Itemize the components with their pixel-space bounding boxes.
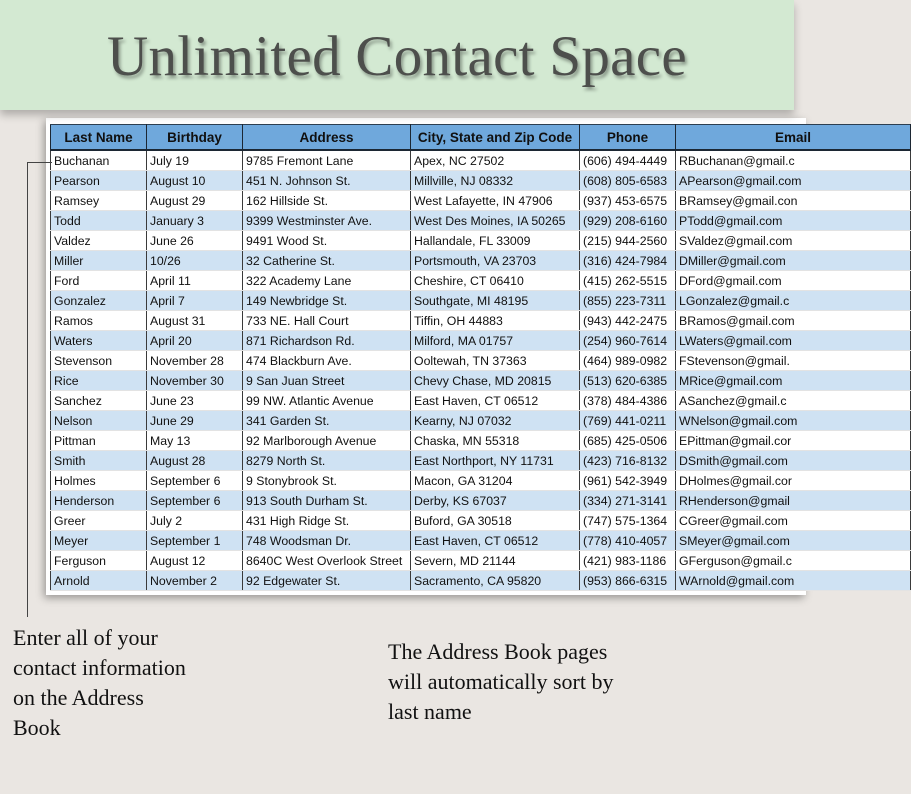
- table-row: [51, 571, 911, 591]
- table-row: [51, 491, 911, 511]
- email-cell[interactable]: WNelson@gmail.com: [676, 411, 911, 431]
- phone-cell[interactable]: (215) 944-2560: [580, 231, 676, 251]
- birthday-cell[interactable]: November 28: [147, 351, 243, 371]
- address-cell[interactable]: 8279 North St.: [243, 451, 411, 471]
- email-cell[interactable]: DFord@gmail.com: [676, 271, 911, 291]
- email-cell[interactable]: BRamsey@gmail.con: [676, 191, 911, 211]
- city-state-zip-cell[interactable]: Kearny, NJ 07032: [411, 411, 580, 431]
- birthday-cell[interactable]: August 12: [147, 551, 243, 571]
- birthday-cell[interactable]: August 29: [147, 191, 243, 211]
- column-header-last-name[interactable]: Last Name: [51, 125, 147, 151]
- table-row: [51, 371, 911, 391]
- birthday-cell[interactable]: September 6: [147, 471, 243, 491]
- address-cell[interactable]: 99 NW. Atlantic Avenue: [243, 391, 411, 411]
- city-state-zip-cell[interactable]: Milford, MA 01757: [411, 331, 580, 351]
- birthday-cell[interactable]: 10/26: [147, 251, 243, 271]
- table-row: [51, 411, 911, 431]
- city-state-zip-cell[interactable]: Ooltewah, TN 37363: [411, 351, 580, 371]
- table-row: [51, 431, 911, 451]
- city-state-zip-cell[interactable]: Cheshire, CT 06410: [411, 271, 580, 291]
- phone-cell[interactable]: (929) 208-6160: [580, 211, 676, 231]
- email-cell[interactable]: SMeyer@gmail.com: [676, 531, 911, 551]
- email-cell[interactable]: GFerguson@gmail.c: [676, 551, 911, 571]
- address-cell[interactable]: 9399 Westminster Ave.: [243, 211, 411, 231]
- phone-cell[interactable]: (608) 805-6583: [580, 171, 676, 191]
- table-row: [51, 391, 911, 411]
- last-name-cell[interactable]: Ford: [51, 271, 147, 291]
- last-name-cell[interactable]: Nelson: [51, 411, 147, 431]
- address-cell[interactable]: 9 Stonybrook St.: [243, 471, 411, 491]
- city-state-zip-cell[interactable]: Portsmouth, VA 23703: [411, 251, 580, 271]
- phone-cell[interactable]: (423) 716-8132: [580, 451, 676, 471]
- email-cell[interactable]: SValdez@gmail.com: [676, 231, 911, 251]
- email-cell[interactable]: DSmith@gmail.com: [676, 451, 911, 471]
- last-name-cell[interactable]: Todd: [51, 211, 147, 231]
- email-cell[interactable]: PTodd@gmail.com: [676, 211, 911, 231]
- callout-line: [27, 162, 28, 617]
- city-state-zip-cell[interactable]: Tiffin, OH 44883: [411, 311, 580, 331]
- last-name-cell[interactable]: Rice: [51, 371, 147, 391]
- city-state-zip-cell[interactable]: Buford, GA 30518: [411, 511, 580, 531]
- last-name-cell[interactable]: Greer: [51, 511, 147, 531]
- birthday-cell[interactable]: April 20: [147, 331, 243, 351]
- phone-cell[interactable]: (606) 494-4449: [580, 150, 676, 171]
- email-cell[interactable]: EPittman@gmail.cor: [676, 431, 911, 451]
- table-row: [51, 451, 911, 471]
- table-header-row: [51, 125, 911, 151]
- phone-cell[interactable]: (747) 575-1364: [580, 511, 676, 531]
- birthday-cell[interactable]: July 2: [147, 511, 243, 531]
- email-cell[interactable]: ASanchez@gmail.c: [676, 391, 911, 411]
- table-row: [51, 191, 911, 211]
- column-header-city-state-zip[interactable]: City, State and Zip Code: [411, 125, 580, 151]
- birthday-cell[interactable]: August 31: [147, 311, 243, 331]
- city-state-zip-cell[interactable]: Sacramento, CA 95820: [411, 571, 580, 591]
- city-state-zip-cell[interactable]: Severn, MD 21144: [411, 551, 580, 571]
- last-name-cell[interactable]: Arnold: [51, 571, 147, 591]
- birthday-cell[interactable]: April 11: [147, 271, 243, 291]
- address-cell[interactable]: 8640C West Overlook Street: [243, 551, 411, 571]
- birthday-cell[interactable]: September 6: [147, 491, 243, 511]
- last-name-cell[interactable]: Holmes: [51, 471, 147, 491]
- table-row: [51, 511, 911, 531]
- address-cell[interactable]: 913 South Durham St.: [243, 491, 411, 511]
- phone-cell[interactable]: (254) 960-7614: [580, 331, 676, 351]
- city-state-zip-cell[interactable]: Southgate, MI 48195: [411, 291, 580, 311]
- birthday-cell[interactable]: January 3: [147, 211, 243, 231]
- birthday-cell[interactable]: July 19: [147, 150, 243, 171]
- birthday-cell[interactable]: August 28: [147, 451, 243, 471]
- city-state-zip-cell[interactable]: Millville, NJ 08332: [411, 171, 580, 191]
- email-cell[interactable]: WArnold@gmail.com: [676, 571, 911, 591]
- phone-cell[interactable]: (316) 424-7984: [580, 251, 676, 271]
- last-name-cell[interactable]: Sanchez: [51, 391, 147, 411]
- email-cell[interactable]: BRamos@gmail.com: [676, 311, 911, 331]
- last-name-cell[interactable]: Pearson: [51, 171, 147, 191]
- table-row: [51, 150, 911, 171]
- table-row: [51, 331, 911, 351]
- table-row: [51, 551, 911, 571]
- city-state-zip-cell[interactable]: Hallandale, FL 33009: [411, 231, 580, 251]
- city-state-zip-cell[interactable]: East Northport, NY 11731: [411, 451, 580, 471]
- last-name-cell[interactable]: Gonzalez: [51, 291, 147, 311]
- birthday-cell[interactable]: May 13: [147, 431, 243, 451]
- email-cell[interactable]: RBuchanan@gmail.c: [676, 150, 911, 171]
- instruction-note-right: The Address Book pages will automatically sort by last name: [388, 639, 614, 724]
- email-cell[interactable]: FStevenson@gmail.: [676, 351, 911, 371]
- birthday-cell[interactable]: August 10: [147, 171, 243, 191]
- birthday-cell[interactable]: September 1: [147, 531, 243, 551]
- table-row: [51, 211, 911, 231]
- title-banner: [0, 0, 794, 110]
- address-cell[interactable]: 733 NE. Hall Court: [243, 311, 411, 331]
- address-book-sheet: [46, 118, 812, 595]
- last-name-cell[interactable]: Valdez: [51, 231, 147, 251]
- city-state-zip-cell[interactable]: Chaska, MN 55318: [411, 431, 580, 451]
- phone-cell[interactable]: (769) 441-0211: [580, 411, 676, 431]
- phone-cell[interactable]: (943) 442-2475: [580, 311, 676, 331]
- phone-cell[interactable]: (961) 542-3949: [580, 471, 676, 491]
- phone-cell[interactable]: (953) 866-6315: [580, 571, 676, 591]
- birthday-cell[interactable]: June 23: [147, 391, 243, 411]
- phone-cell[interactable]: (513) 620-6385: [580, 371, 676, 391]
- email-cell[interactable]: MRice@gmail.com: [676, 371, 911, 391]
- last-name-cell[interactable]: Ramsey: [51, 191, 147, 211]
- city-state-zip-cell[interactable]: West Des Moines, IA 50265: [411, 211, 580, 231]
- table-row: [51, 171, 911, 191]
- email-cell[interactable]: APearson@gmail.com: [676, 171, 911, 191]
- address-cell[interactable]: 431 High Ridge St.: [243, 511, 411, 531]
- birthday-cell[interactable]: June 29: [147, 411, 243, 431]
- last-name-cell[interactable]: Ferguson: [51, 551, 147, 571]
- column-header-birthday[interactable]: Birthday: [147, 125, 243, 151]
- table-row: [51, 311, 911, 331]
- birthday-cell[interactable]: November 2: [147, 571, 243, 591]
- email-cell[interactable]: LWaters@gmail.com: [676, 331, 911, 351]
- city-state-zip-cell[interactable]: West Lafayette, IN 47906: [411, 191, 580, 211]
- last-name-cell[interactable]: Ramos: [51, 311, 147, 331]
- last-name-cell[interactable]: Smith: [51, 451, 147, 471]
- address-cell[interactable]: 92 Edgewater St.: [243, 571, 411, 591]
- table-row: [51, 291, 911, 311]
- contacts-table: [50, 124, 911, 591]
- email-cell[interactable]: RHenderson@gmail: [676, 491, 911, 511]
- address-cell[interactable]: 92 Marlborough Avenue: [243, 431, 411, 451]
- city-state-zip-cell[interactable]: East Haven, CT 06512: [411, 391, 580, 411]
- address-cell[interactable]: 9491 Wood St.: [243, 231, 411, 251]
- address-cell[interactable]: 451 N. Johnson St.: [243, 171, 411, 191]
- email-cell[interactable]: CGreer@gmail.com: [676, 511, 911, 531]
- column-header-email[interactable]: Email: [676, 125, 911, 151]
- address-cell[interactable]: 9785 Fremont Lane: [243, 150, 411, 171]
- city-state-zip-cell[interactable]: Macon, GA 31204: [411, 471, 580, 491]
- last-name-cell[interactable]: Stevenson: [51, 351, 147, 371]
- table-row: [51, 231, 911, 251]
- birthday-cell[interactable]: April 7: [147, 291, 243, 311]
- column-header-address[interactable]: Address: [243, 125, 411, 151]
- last-name-cell[interactable]: Buchanan: [51, 150, 147, 171]
- address-cell[interactable]: 162 Hillside St.: [243, 191, 411, 211]
- phone-cell[interactable]: (464) 989-0982: [580, 351, 676, 371]
- birthday-cell[interactable]: November 30: [147, 371, 243, 391]
- address-cell[interactable]: 474 Blackburn Ave.: [243, 351, 411, 371]
- last-name-cell[interactable]: Miller: [51, 251, 147, 271]
- address-cell[interactable]: 9 San Juan Street: [243, 371, 411, 391]
- last-name-cell[interactable]: Henderson: [51, 491, 147, 511]
- last-name-cell[interactable]: Pittman: [51, 431, 147, 451]
- table-row: [51, 471, 911, 491]
- email-cell[interactable]: DHolmes@gmail.cor: [676, 471, 911, 491]
- address-cell[interactable]: 748 Woodsman Dr.: [243, 531, 411, 551]
- phone-cell[interactable]: (334) 271-3141: [580, 491, 676, 511]
- address-cell[interactable]: 149 Newbridge St.: [243, 291, 411, 311]
- last-name-cell[interactable]: Waters: [51, 331, 147, 351]
- callout-line-horizontal: [27, 162, 52, 163]
- table-row: [51, 271, 911, 291]
- email-cell[interactable]: LGonzalez@gmail.c: [676, 291, 911, 311]
- city-state-zip-cell[interactable]: East Haven, CT 06512: [411, 531, 580, 551]
- phone-cell[interactable]: (421) 983-1186: [580, 551, 676, 571]
- phone-cell[interactable]: (415) 262-5515: [580, 271, 676, 291]
- table-row: [51, 351, 911, 371]
- city-state-zip-cell[interactable]: Derby, KS 67037: [411, 491, 580, 511]
- table-body: [51, 150, 911, 591]
- phone-cell[interactable]: (855) 223-7311: [580, 291, 676, 311]
- city-state-zip-cell[interactable]: Chevy Chase, MD 20815: [411, 371, 580, 391]
- table-row: [51, 531, 911, 551]
- city-state-zip-cell[interactable]: Apex, NC 27502: [411, 150, 580, 171]
- address-cell[interactable]: 32 Catherine St.: [243, 251, 411, 271]
- address-cell[interactable]: 871 Richardson Rd.: [243, 331, 411, 351]
- table-row: [51, 251, 911, 271]
- column-header-phone[interactable]: Phone: [580, 125, 676, 151]
- last-name-cell[interactable]: Meyer: [51, 531, 147, 551]
- address-cell[interactable]: 341 Garden St.: [243, 411, 411, 431]
- phone-cell[interactable]: (378) 484-4386: [580, 391, 676, 411]
- email-cell[interactable]: DMiller@gmail.com: [676, 251, 911, 271]
- phone-cell[interactable]: (778) 410-4057: [580, 531, 676, 551]
- address-cell[interactable]: 322 Academy Lane: [243, 271, 411, 291]
- page-title: Unlimited Contact Space: [107, 25, 687, 88]
- phone-cell[interactable]: (937) 453-6575: [580, 191, 676, 211]
- birthday-cell[interactable]: June 26: [147, 231, 243, 251]
- instruction-note-left: Enter all of your contact information on the Address Book: [13, 625, 186, 740]
- phone-cell[interactable]: (685) 425-0506: [580, 431, 676, 451]
